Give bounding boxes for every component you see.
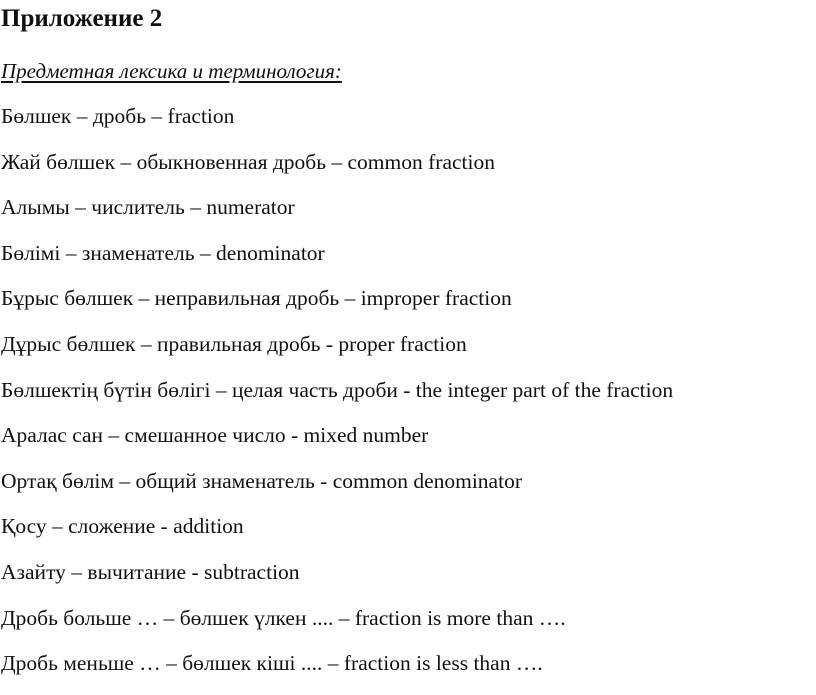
term-line-less-than: Дробь меньше … – бөлшек кіші .... – fraction is less than ….: [1, 651, 543, 676]
appendix-heading: Приложение 2: [1, 5, 163, 32]
term-line-proper-fraction: Дұрыс бөлшек – правильная дробь - proper fraction: [1, 331, 467, 356]
term-line-numerator: Алымы – числитель – numerator: [1, 195, 295, 220]
term-line-denominator: Бөлімі – знаменатель – denominator: [1, 240, 325, 265]
term-line-common-fraction: Жай бөлшек – обыкновенная дробь – common fraction: [1, 149, 495, 174]
term-line-addition: Қосу – сложение - addition: [1, 514, 244, 539]
term-line-subtraction: Азайту – вычитание - subtraction: [1, 559, 300, 584]
term-line-fraction: Бөлшек – дробь – fraction: [1, 104, 235, 128]
vocabulary-subheading: Предметная лексика и терминология:: [1, 59, 342, 83]
term-list: [1, 99, 673, 692]
term-line-more-than: Дробь больше … – бөлшек үлкен .... – fraction is more than ….: [1, 605, 566, 630]
term-line-common-denominator: Ортақ бөлім – общий знаменатель - common denominator: [1, 468, 522, 493]
term-line-improper-fraction: Бұрыс бөлшек – неправильная дробь – improper fraction: [1, 286, 512, 311]
term-line-integer-part: Бөлшектің бүтін бөлігі – целая часть дроби - the integer part of the fraction: [1, 377, 674, 402]
term-line-mixed-number: Аралас сан – смешанное число - mixed number: [1, 423, 429, 448]
